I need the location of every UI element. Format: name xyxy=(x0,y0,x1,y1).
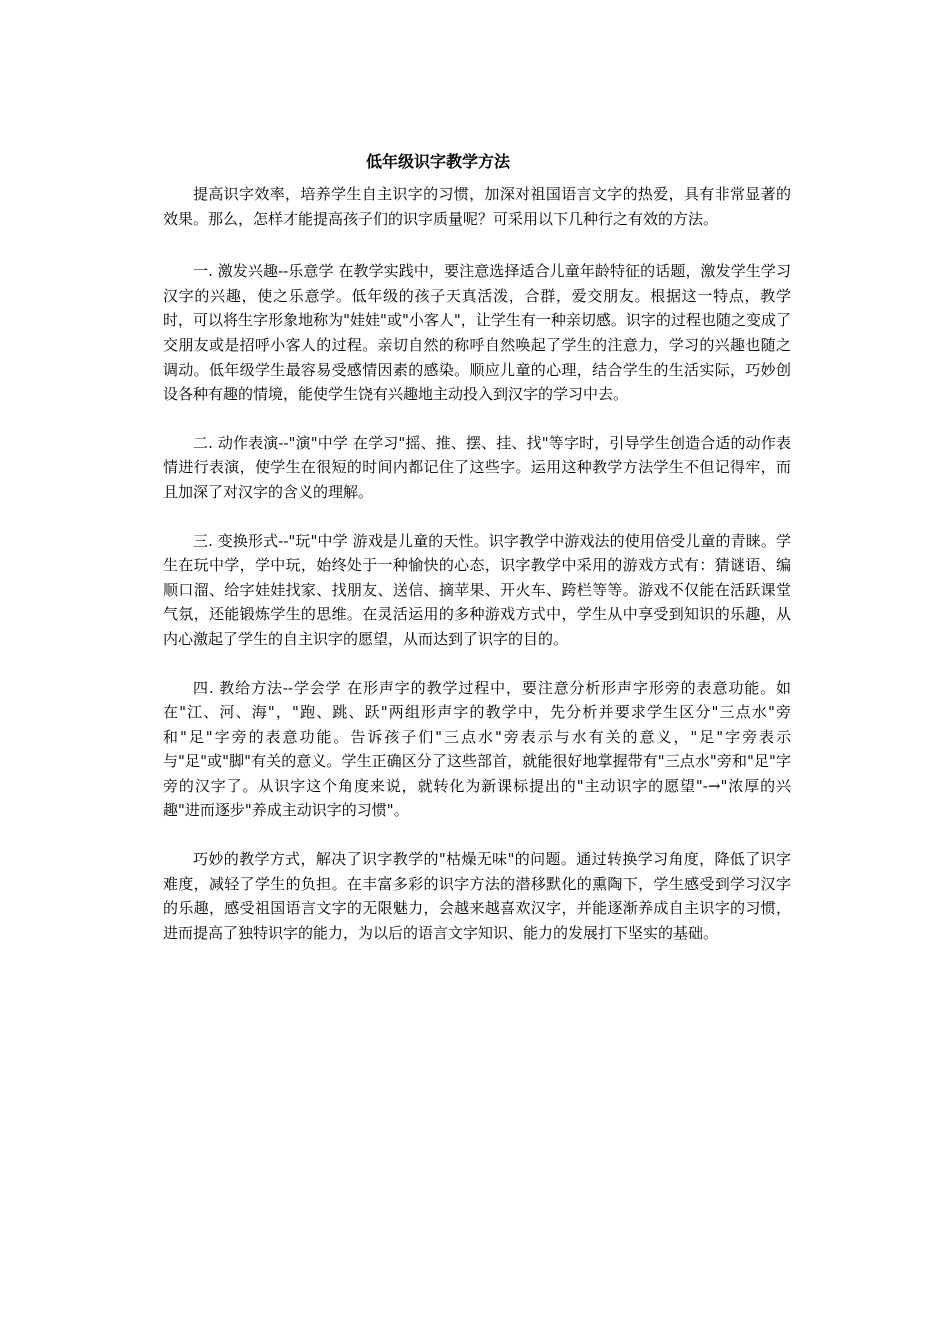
conclusion-paragraph: 巧妙的教学方式，解决了识字教学的"枯燥无味"的问题。通过转换学习角度，降低了识字难度，减轻了学生的负担。在丰富多彩的识字方法的潜移默化的熏陶下，学生感受到学习汉字的乐趣，感受祖国语言文字的无限魅力，会越来越喜欢汉字，并能逐渐养成自主识字的习惯，进而提高了独特识字的能力，为以后的语言文字知识、能力的发展打下坚实的基础。 xyxy=(163,850,791,942)
section-text-1: 在教学实践中，要注意选择适合儿童年龄特征的话题，激发学生学习汉字的兴趣，使之乐意学。低年级的孩子天真活泼，合群，爱交朋友。根据这一特点，教学时，可以将生字形象地称为"娃娃"或"小客人"，让学生有一种亲切感。识字的过程也随之变成了交朋友或是招呼小客人的过程。亲切自然的称呼自然唤起了学生的注意力，学习的兴趣也随之调动。低年级学生最容易受感情因素的感染。顺应儿童的心理，结合学生的生活实际，巧妙创设各种有趣的情境，能使学生饶有兴趣地主动投入到汉字的学习中去。 xyxy=(163,262,791,404)
section-text-2: 在学习"摇、推、摆、挂、找"等字时，引导学生创造合适的动作表情进行表演，使学生在很短的时间内都记住了这些字。运用这种教学方法学生不但记得牢，而且加深了对汉字的含义的理解。 xyxy=(163,433,791,501)
section-heading-3: 三. 变换形式--"玩"中学 xyxy=(193,531,348,550)
section-heading-1: 一. 激发兴趣--乐意学 xyxy=(193,262,334,281)
section-paragraph-1 xyxy=(163,259,791,407)
section-text-3: 游戏是儿童的天性。识字教学中游戏法的使用倍受儿童的青睐。学生在玩中学，学中玩，始终处于一种愉快的心态，识字教学中采用的游戏方式有：猜谜语、编顺口溜、给字娃娃找家、找朋友、送信、摘苹果、开火车、跨栏等等。游戏不仅能在活跃课堂气氛，还能锻炼学生的思维。在灵活运用的多种游戏方式中，学生从中享受到知识的乐趣，从内心激起了学生的自主识字的愿望，从而达到了识字的目的。 xyxy=(163,531,791,648)
section-text-4: 在形声字的教学过程中，要注意分析形声字形旁的表意功能。如在"江、河、海"，"跑、跳、跃"两组形声字的教学中，先分析并要求学生区分"三点水"旁和"足"字旁的表意功能。告诉孩子们"三点水"旁表示与水有关的意义，"足"字旁表示与"足"或"脚"有关的意义。学生正确区分了这些部首，就能很好地掌握带有"三点水"旁和"足"字旁的汉字了。从识字这个角度来说，就转化为新课标提出的"主动识字的愿望"-→"浓厚的兴趣"进而逐步"养成主动识字的习惯"。 xyxy=(163,678,791,820)
section-paragraph-2 xyxy=(163,431,791,505)
section-heading-2: 二. 动作表演--"演"中学 xyxy=(193,433,349,452)
document-title: 低年级识字教学方法 xyxy=(365,152,510,171)
document-body xyxy=(163,182,791,969)
intro-paragraph: 提高识字效率，培养学生自主识字的习惯，加深对祖国语言文字的热爱，具有非常显著的效果。那么，怎样才能提高孩子们的识字质量呢？可采用以下几种行之有效的方法。 xyxy=(163,185,791,228)
section-heading-4: 四. 教给方法--学会学 xyxy=(193,678,342,697)
section-paragraph-3 xyxy=(163,529,791,652)
section-paragraph-4 xyxy=(163,676,791,824)
